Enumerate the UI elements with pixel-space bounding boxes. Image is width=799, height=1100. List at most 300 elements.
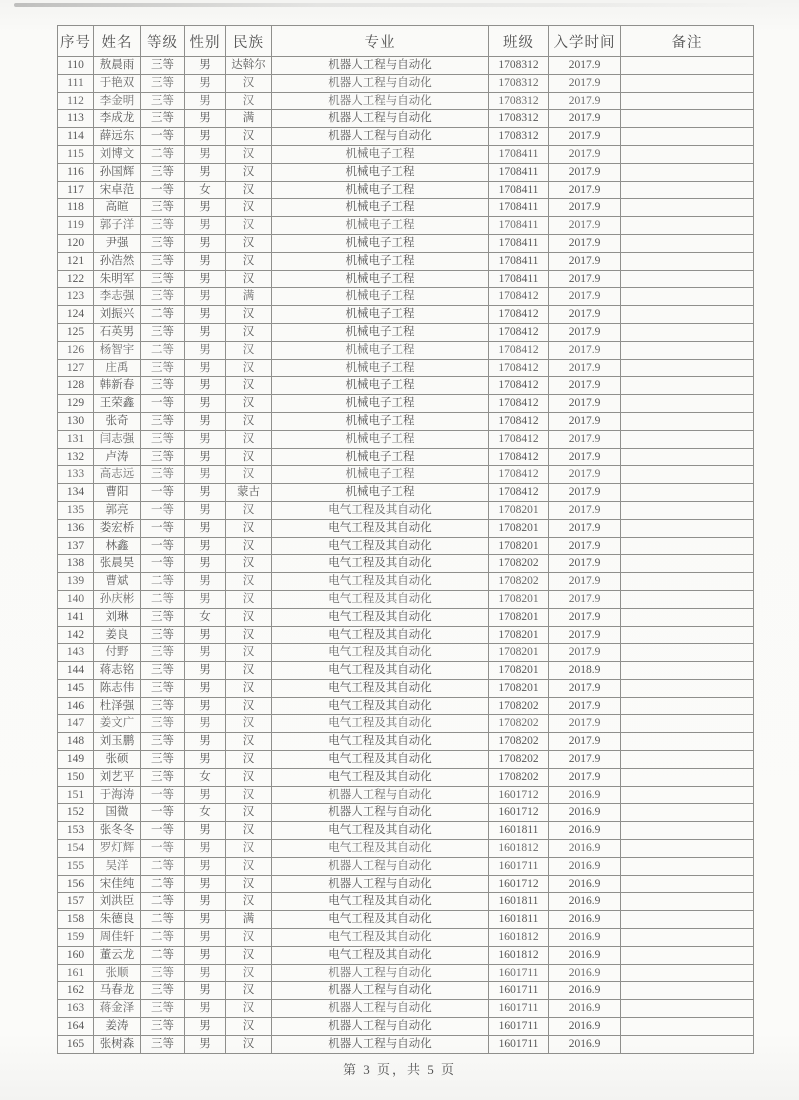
table-cell: 1708202 xyxy=(489,751,549,769)
table-cell: 电气工程及其自动化 xyxy=(272,662,489,680)
table-cell: 2017.9 xyxy=(549,92,621,110)
table-cell: 142 xyxy=(58,626,94,644)
table-cell: 汉 xyxy=(226,430,272,448)
table-cell xyxy=(621,626,754,644)
table-cell: 1708412 xyxy=(489,359,549,377)
table-cell: 117 xyxy=(58,181,94,199)
table-cell: 1708312 xyxy=(489,128,549,146)
table-cell: 男 xyxy=(185,573,226,591)
table-cell: 朱明军 xyxy=(94,270,141,288)
table-cell: 三等 xyxy=(141,679,185,697)
column-header: 入学时间 xyxy=(549,26,621,57)
table-cell: 李志强 xyxy=(94,288,141,306)
table-cell: 男 xyxy=(185,519,226,537)
table-cell: 石英男 xyxy=(94,323,141,341)
table-cell: 1708312 xyxy=(489,110,549,128)
table-cell: 汉 xyxy=(226,412,272,430)
table-cell: 150 xyxy=(58,768,94,786)
table-cell: 国微 xyxy=(94,804,141,822)
table-cell: 一等 xyxy=(141,840,185,858)
table-cell: 2016.9 xyxy=(549,893,621,911)
table-cell: 2017.9 xyxy=(549,644,621,662)
table-cell: 男 xyxy=(185,377,226,395)
table-cell: 机械电子工程 xyxy=(272,288,489,306)
table-row xyxy=(58,1018,754,1036)
table-cell: 曹阳 xyxy=(94,484,141,502)
table-cell: 汉 xyxy=(226,964,272,982)
table-cell: 1708411 xyxy=(489,145,549,163)
table-cell xyxy=(621,982,754,1000)
table-cell: 155 xyxy=(58,857,94,875)
table-cell: 三等 xyxy=(141,697,185,715)
table-row xyxy=(58,519,754,537)
table-cell xyxy=(621,430,754,448)
table-cell xyxy=(621,733,754,751)
table-row xyxy=(58,964,754,982)
table-cell: 一等 xyxy=(141,804,185,822)
table-cell: 2016.9 xyxy=(549,964,621,982)
table-row xyxy=(58,751,754,769)
table-cell: 2017.9 xyxy=(549,199,621,217)
table-cell: 董云龙 xyxy=(94,946,141,964)
table-cell: 一等 xyxy=(141,128,185,146)
table-cell: 116 xyxy=(58,163,94,181)
column-header: 性别 xyxy=(185,26,226,57)
table-row xyxy=(58,733,754,751)
table-cell: 115 xyxy=(58,145,94,163)
table-cell: 2017.9 xyxy=(549,715,621,733)
table-cell: 电气工程及其自动化 xyxy=(272,946,489,964)
column-header: 专业 xyxy=(272,26,489,57)
table-cell xyxy=(621,929,754,947)
table-cell: 张冬冬 xyxy=(94,822,141,840)
table-cell: 156 xyxy=(58,875,94,893)
table-cell: 1708312 xyxy=(489,57,549,75)
table-cell: 一等 xyxy=(141,786,185,804)
table-cell: 男 xyxy=(185,163,226,181)
table-cell: 2016.9 xyxy=(549,929,621,947)
table-cell: 男 xyxy=(185,537,226,555)
table-cell: 三等 xyxy=(141,448,185,466)
table-cell: 汉 xyxy=(226,181,272,199)
table-row xyxy=(58,145,754,163)
table-cell: 2017.9 xyxy=(549,448,621,466)
table-cell: 满 xyxy=(226,110,272,128)
table-cell: 机器人工程与自动化 xyxy=(272,875,489,893)
table-cell xyxy=(621,395,754,413)
table-cell: 157 xyxy=(58,893,94,911)
table-cell: 电气工程及其自动化 xyxy=(272,519,489,537)
table-cell: 张树森 xyxy=(94,1035,141,1053)
table-cell: 152 xyxy=(58,804,94,822)
table-cell xyxy=(621,163,754,181)
table-row xyxy=(58,662,754,680)
table-cell: 2016.9 xyxy=(549,804,621,822)
table-cell: 杨智宇 xyxy=(94,341,141,359)
table-cell xyxy=(621,697,754,715)
table-cell: 一等 xyxy=(141,519,185,537)
table-cell: 1601712 xyxy=(489,786,549,804)
table-row xyxy=(58,573,754,591)
table-cell: 汉 xyxy=(226,1018,272,1036)
table-cell: 汉 xyxy=(226,733,272,751)
table-cell: 160 xyxy=(58,946,94,964)
table-cell: 123 xyxy=(58,288,94,306)
table-row xyxy=(58,92,754,110)
table-cell: 机械电子工程 xyxy=(272,466,489,484)
table-body xyxy=(58,57,754,1054)
table-cell: 男 xyxy=(185,430,226,448)
table-cell: 三等 xyxy=(141,234,185,252)
table-cell xyxy=(621,911,754,929)
table-cell: 姜文广 xyxy=(94,715,141,733)
table-cell xyxy=(621,608,754,626)
table-cell: 满 xyxy=(226,911,272,929)
table-cell: 高暄 xyxy=(94,199,141,217)
table-cell: 汉 xyxy=(226,448,272,466)
table-cell: 二等 xyxy=(141,590,185,608)
table-cell: 男 xyxy=(185,128,226,146)
table-cell: 三等 xyxy=(141,110,185,128)
table-cell: 男 xyxy=(185,697,226,715)
table-cell: 汉 xyxy=(226,1035,272,1053)
table-cell: 汉 xyxy=(226,679,272,697)
table-cell: 133 xyxy=(58,466,94,484)
table-row xyxy=(58,555,754,573)
table-cell: 124 xyxy=(58,306,94,324)
table-cell xyxy=(621,840,754,858)
table-cell: 汉 xyxy=(226,929,272,947)
table-cell: 三等 xyxy=(141,1035,185,1053)
table-cell: 男 xyxy=(185,234,226,252)
table-cell: 男 xyxy=(185,466,226,484)
table-cell: 127 xyxy=(58,359,94,377)
table-cell: 140 xyxy=(58,590,94,608)
column-header: 民族 xyxy=(226,26,272,57)
table-cell: 二等 xyxy=(141,929,185,947)
table-cell xyxy=(621,288,754,306)
table-cell: 三等 xyxy=(141,270,185,288)
table-cell: 男 xyxy=(185,662,226,680)
table-cell: 汉 xyxy=(226,163,272,181)
table-cell xyxy=(621,92,754,110)
table-cell xyxy=(621,74,754,92)
table-cell: 2017.9 xyxy=(549,74,621,92)
table-cell: 2017.9 xyxy=(549,181,621,199)
table-cell: 汉 xyxy=(226,590,272,608)
table-cell: 三等 xyxy=(141,768,185,786)
table-cell: 机器人工程与自动化 xyxy=(272,128,489,146)
table-cell: 李成龙 xyxy=(94,110,141,128)
table-cell: 2017.9 xyxy=(549,555,621,573)
table-cell: 汉 xyxy=(226,128,272,146)
table-row xyxy=(58,57,754,75)
table-cell: 2017.9 xyxy=(549,484,621,502)
table-cell: 机械电子工程 xyxy=(272,181,489,199)
table-cell: 孙国辉 xyxy=(94,163,141,181)
table-cell: 153 xyxy=(58,822,94,840)
table-cell: 汉 xyxy=(226,804,272,822)
table-cell: 杜泽强 xyxy=(94,697,141,715)
table-cell xyxy=(621,786,754,804)
table-row xyxy=(58,804,754,822)
table-cell: 机器人工程与自动化 xyxy=(272,110,489,128)
table-row xyxy=(58,199,754,217)
table-cell: 三等 xyxy=(141,412,185,430)
table-row xyxy=(58,163,754,181)
table-cell: 三等 xyxy=(141,466,185,484)
table-row xyxy=(58,768,754,786)
table-cell: 姜涛 xyxy=(94,1018,141,1036)
table-cell: 电气工程及其自动化 xyxy=(272,715,489,733)
table-cell: 汉 xyxy=(226,377,272,395)
table-cell: 女 xyxy=(185,768,226,786)
table-cell: 1708201 xyxy=(489,644,549,662)
table-cell: 2016.9 xyxy=(549,786,621,804)
table-cell: 114 xyxy=(58,128,94,146)
table-cell: 敖晨雨 xyxy=(94,57,141,75)
table-cell: 1601711 xyxy=(489,982,549,1000)
table-cell: 1708412 xyxy=(489,288,549,306)
table-cell: 男 xyxy=(185,590,226,608)
table-row xyxy=(58,857,754,875)
table-cell: 1708412 xyxy=(489,341,549,359)
table-cell: 三等 xyxy=(141,359,185,377)
table-cell: 1708412 xyxy=(489,448,549,466)
table-cell: 1601711 xyxy=(489,857,549,875)
table-cell xyxy=(621,110,754,128)
table-cell: 男 xyxy=(185,626,226,644)
table-cell: 1708201 xyxy=(489,608,549,626)
table-cell xyxy=(621,964,754,982)
table-cell: 电气工程及其自动化 xyxy=(272,573,489,591)
table-cell: 机械电子工程 xyxy=(272,341,489,359)
table-cell: 男 xyxy=(185,395,226,413)
table-cell: 2017.9 xyxy=(549,466,621,484)
table-cell: 汉 xyxy=(226,306,272,324)
table-cell: 三等 xyxy=(141,1000,185,1018)
table-cell: 男 xyxy=(185,252,226,270)
table-cell: 机械电子工程 xyxy=(272,199,489,217)
table-cell: 1708411 xyxy=(489,252,549,270)
table-row xyxy=(58,982,754,1000)
table-cell: 汉 xyxy=(226,252,272,270)
scan-edge-artifact xyxy=(14,3,774,7)
table-cell: 汉 xyxy=(226,555,272,573)
table-cell: 2017.9 xyxy=(549,768,621,786)
table-cell xyxy=(621,1000,754,1018)
table-row xyxy=(58,875,754,893)
table-cell: 机器人工程与自动化 xyxy=(272,1018,489,1036)
table-cell xyxy=(621,217,754,235)
table-cell: 1708201 xyxy=(489,501,549,519)
table-cell: 罗灯辉 xyxy=(94,840,141,858)
table-cell: 男 xyxy=(185,1000,226,1018)
table-cell: 三等 xyxy=(141,662,185,680)
table-cell: 2017.9 xyxy=(549,252,621,270)
table-row xyxy=(58,270,754,288)
table-cell: 电气工程及其自动化 xyxy=(272,840,489,858)
table-cell: 机械电子工程 xyxy=(272,448,489,466)
table-cell xyxy=(621,857,754,875)
table-cell: 陈志伟 xyxy=(94,679,141,697)
table-cell: 132 xyxy=(58,448,94,466)
table-cell: 一等 xyxy=(141,501,185,519)
table-cell: 宋卓范 xyxy=(94,181,141,199)
table-cell: 三等 xyxy=(141,217,185,235)
table-cell xyxy=(621,270,754,288)
table-cell: 于艳双 xyxy=(94,74,141,92)
table-cell: 汉 xyxy=(226,626,272,644)
table-cell: 2016.9 xyxy=(549,840,621,858)
table-cell: 146 xyxy=(58,697,94,715)
table-cell: 154 xyxy=(58,840,94,858)
table-cell: 吴洋 xyxy=(94,857,141,875)
table-cell: 汉 xyxy=(226,323,272,341)
table-cell: 1708411 xyxy=(489,270,549,288)
table-cell: 135 xyxy=(58,501,94,519)
table-cell: 143 xyxy=(58,644,94,662)
table-cell: 一等 xyxy=(141,555,185,573)
table-cell: 137 xyxy=(58,537,94,555)
column-header: 等级 xyxy=(141,26,185,57)
table-cell xyxy=(621,501,754,519)
table-cell: 2017.9 xyxy=(549,626,621,644)
table-cell xyxy=(621,804,754,822)
table-cell: 2016.9 xyxy=(549,875,621,893)
table-cell: 2017.9 xyxy=(549,519,621,537)
table-cell: 1708411 xyxy=(489,217,549,235)
table-cell: 二等 xyxy=(141,145,185,163)
table-cell: 男 xyxy=(185,217,226,235)
table-cell xyxy=(621,875,754,893)
table-cell: 1708412 xyxy=(489,377,549,395)
table-cell: 163 xyxy=(58,1000,94,1018)
table-cell: 汉 xyxy=(226,644,272,662)
table-cell: 男 xyxy=(185,359,226,377)
table-cell xyxy=(621,679,754,697)
table-cell: 蒋金泽 xyxy=(94,1000,141,1018)
table-cell xyxy=(621,484,754,502)
table-cell: 2017.9 xyxy=(549,697,621,715)
table-cell: 1601812 xyxy=(489,929,549,947)
table-cell xyxy=(621,644,754,662)
table-cell: 电气工程及其自动化 xyxy=(272,644,489,662)
table-cell: 2016.9 xyxy=(549,1018,621,1036)
table-row xyxy=(58,1035,754,1053)
table-cell: 1601711 xyxy=(489,1018,549,1036)
table-cell: 1708411 xyxy=(489,181,549,199)
table-cell: 男 xyxy=(185,857,226,875)
table-cell: 刘博文 xyxy=(94,145,141,163)
table-cell: 1601712 xyxy=(489,875,549,893)
table-cell: 2017.9 xyxy=(549,395,621,413)
table-row xyxy=(58,288,754,306)
table-cell: 汉 xyxy=(226,946,272,964)
table-cell: 满 xyxy=(226,288,272,306)
table-cell: 1708202 xyxy=(489,555,549,573)
table-row xyxy=(58,448,754,466)
table-cell: 一等 xyxy=(141,484,185,502)
table-cell: 汉 xyxy=(226,199,272,217)
table-cell: 三等 xyxy=(141,288,185,306)
table-cell: 电气工程及其自动化 xyxy=(272,822,489,840)
table-cell: 三等 xyxy=(141,644,185,662)
table-row xyxy=(58,306,754,324)
table-cell: 男 xyxy=(185,412,226,430)
table-cell: 139 xyxy=(58,573,94,591)
table-cell: 二等 xyxy=(141,857,185,875)
table-cell: 汉 xyxy=(226,840,272,858)
table-cell: 汉 xyxy=(226,697,272,715)
table-header-row xyxy=(58,26,754,57)
table-cell: 汉 xyxy=(226,608,272,626)
table-cell: 1708201 xyxy=(489,626,549,644)
table-cell: 汉 xyxy=(226,217,272,235)
table-cell: 2017.9 xyxy=(549,128,621,146)
table-cell: 111 xyxy=(58,74,94,92)
table-cell: 汉 xyxy=(226,857,272,875)
table-cell: 机器人工程与自动化 xyxy=(272,857,489,875)
table-cell: 121 xyxy=(58,252,94,270)
table-cell: 1601812 xyxy=(489,840,549,858)
table-row xyxy=(58,715,754,733)
table-cell: 电气工程及其自动化 xyxy=(272,929,489,947)
table-cell: 2017.9 xyxy=(549,501,621,519)
table-cell: 2017.9 xyxy=(549,412,621,430)
table-cell: 汉 xyxy=(226,768,272,786)
table-row xyxy=(58,537,754,555)
table-cell: 男 xyxy=(185,929,226,947)
table-cell: 机械电子工程 xyxy=(272,484,489,502)
table-cell xyxy=(621,466,754,484)
table-cell: 汉 xyxy=(226,573,272,591)
table-cell: 2017.9 xyxy=(549,430,621,448)
table-cell: 电气工程及其自动化 xyxy=(272,537,489,555)
table-cell xyxy=(621,412,754,430)
table-row xyxy=(58,217,754,235)
table-cell: 三等 xyxy=(141,57,185,75)
table-cell: 汉 xyxy=(226,1000,272,1018)
table-cell: 男 xyxy=(185,840,226,858)
table-cell: 1708201 xyxy=(489,519,549,537)
table-cell: 151 xyxy=(58,786,94,804)
table-cell: 机械电子工程 xyxy=(272,306,489,324)
table-cell xyxy=(621,57,754,75)
table-cell: 三等 xyxy=(141,715,185,733)
table-cell: 电气工程及其自动化 xyxy=(272,768,489,786)
table-cell: 张晨昊 xyxy=(94,555,141,573)
table-cell: 男 xyxy=(185,199,226,217)
table-cell xyxy=(621,252,754,270)
table-cell: 男 xyxy=(185,1035,226,1053)
table-cell: 125 xyxy=(58,323,94,341)
table-cell xyxy=(621,519,754,537)
table-row xyxy=(58,501,754,519)
table-cell: 1708201 xyxy=(489,662,549,680)
table-cell: 三等 xyxy=(141,430,185,448)
table-cell: 一等 xyxy=(141,537,185,555)
table-cell: 男 xyxy=(185,822,226,840)
table-cell: 机器人工程与自动化 xyxy=(272,804,489,822)
table-cell xyxy=(621,234,754,252)
table-cell: 男 xyxy=(185,501,226,519)
table-cell: 男 xyxy=(185,110,226,128)
table-cell: 机械电子工程 xyxy=(272,395,489,413)
table-cell: 电气工程及其自动化 xyxy=(272,733,489,751)
table-cell: 女 xyxy=(185,804,226,822)
table-cell: 汉 xyxy=(226,359,272,377)
